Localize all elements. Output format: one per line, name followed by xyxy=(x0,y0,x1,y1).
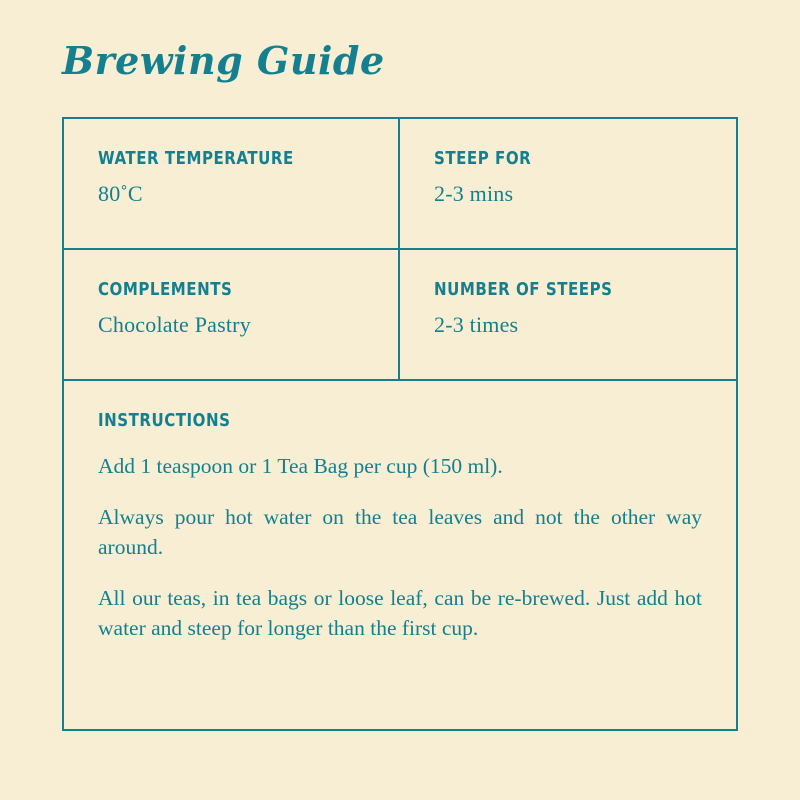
cell-water-temperature xyxy=(64,119,400,248)
cell-steep-for xyxy=(400,119,736,248)
cell-label: WATER TEMPERATURE xyxy=(98,149,294,169)
cell-value: Chocolate Pastry xyxy=(98,312,251,337)
cell-value: 2-3 times xyxy=(434,312,519,337)
instructions-paragraph: Always pour hot water on the tea leaves and not the other way around. xyxy=(98,504,702,560)
table-row xyxy=(64,250,736,381)
cell-label: NUMBER OF STEEPS xyxy=(434,280,613,300)
cell-value: 80˚C xyxy=(98,181,143,206)
instructions-label: INSTRUCTIONS xyxy=(98,411,231,431)
cell-label: STEEP FOR xyxy=(434,149,532,169)
cell-instructions xyxy=(64,381,736,729)
cell-value: 2-3 mins xyxy=(434,181,514,206)
cell-label: COMPLEMENTS xyxy=(98,280,233,300)
cell-number-of-steeps xyxy=(400,250,736,379)
cell-complements xyxy=(64,250,400,379)
table-row xyxy=(64,381,736,729)
table-row xyxy=(64,119,736,250)
brewing-details-table xyxy=(62,117,738,731)
instructions-paragraph: All our teas, in tea bags or loose leaf, can be re-brewed. Just add hot water and steep for longer than the first cup. xyxy=(98,585,702,641)
page-title: Brewing Guide xyxy=(62,38,385,83)
instructions-paragraph: Add 1 teaspoon or 1 Tea Bag per cup (150 ml). xyxy=(98,454,503,478)
